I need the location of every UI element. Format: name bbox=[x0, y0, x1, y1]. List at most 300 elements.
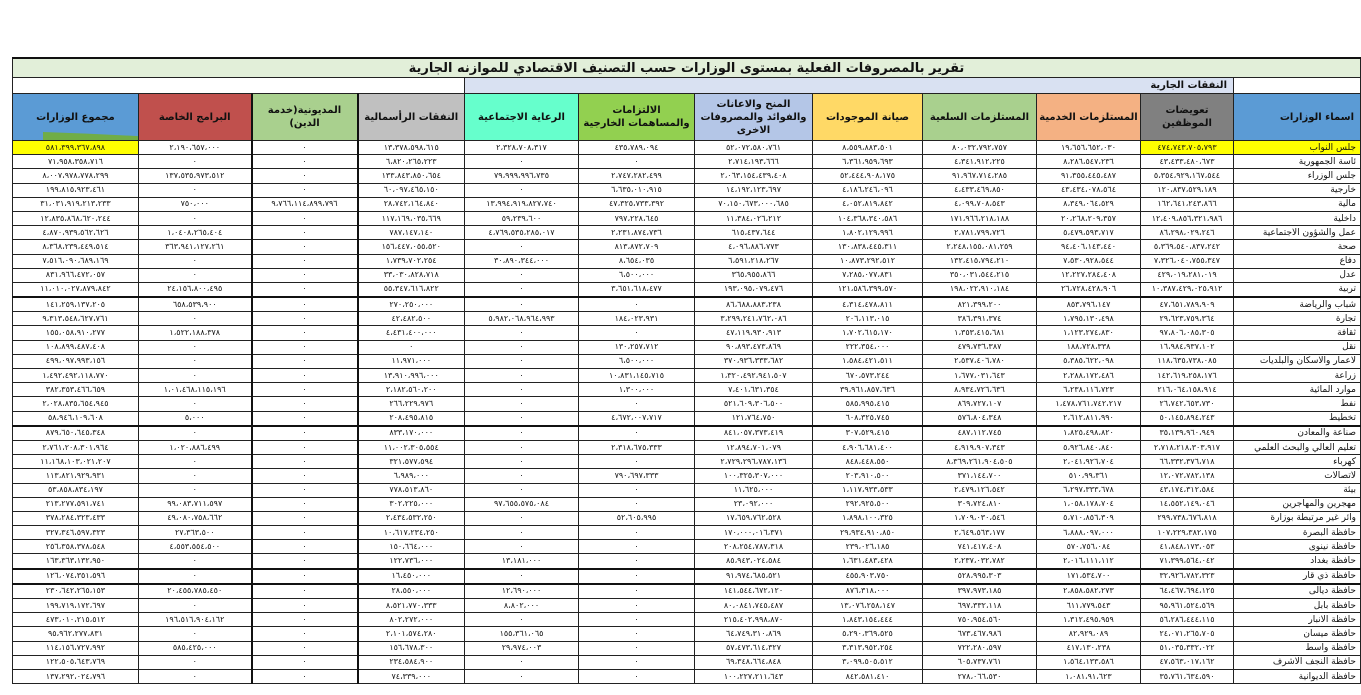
debt-service-cell[interactable]: ٠ bbox=[252, 426, 358, 441]
grants-subsidies-cell[interactable]: ٨٠،٠٨٤١،٧٤٥،٤٨٧ bbox=[695, 599, 813, 613]
debt-service-cell[interactable]: ٠ bbox=[252, 397, 358, 411]
ministries-total-cell[interactable]: ١٩٩،٨١٥،٩٢٣،٤٦١ bbox=[12, 183, 138, 197]
capital-expenditure-cell[interactable]: ٢،٤٣٤،٥٣٢،٢٥٠ bbox=[358, 511, 465, 525]
ministry-name-cell[interactable]: حافظة ذي قار bbox=[1234, 569, 1361, 584]
ministries-total-cell[interactable]: ٢٥٦،٣٥٨،٣٧٨،٥٤٨ bbox=[12, 540, 138, 554]
service-supplies-cell[interactable]: ١،٣١٢،٤٩٥،٩٥٩ bbox=[1037, 613, 1141, 627]
grants-subsidies-cell[interactable]: ٢٠٨،٢٥٤،٧٨٧،٣١٨ bbox=[695, 540, 813, 554]
asset-maintenance-cell[interactable]: ٥،٢٩٠،٣٦٩،٥٢٥ bbox=[813, 627, 923, 641]
grants-subsidies-cell[interactable]: ٣،٢٩٩،٢٤١،٧٦٢،٠٨٦ bbox=[695, 312, 813, 326]
ministries-total-cell[interactable]: ٤٩٩،٠٩٧،٩٩٣،١٥٦ bbox=[12, 354, 138, 368]
asset-maintenance-cell[interactable]: ٢٠٣،٩١٠،٥٠٠ bbox=[813, 469, 923, 483]
employee-compensation-cell[interactable]: ١١٨،٦٣٥،٧٣٨،٠٨٥ bbox=[1141, 354, 1234, 368]
special-programs-cell[interactable]: ٠ bbox=[139, 183, 252, 197]
service-supplies-cell[interactable]: ١،١٢٣،٢٧٤،٨٣٠ bbox=[1037, 326, 1141, 340]
ministries-total-cell[interactable]: ٢٣٠،٦٤٢،٢٦٥،١٥٣ bbox=[12, 584, 138, 599]
ministry-name-cell[interactable]: بيئة bbox=[1234, 483, 1361, 497]
debt-service-cell[interactable]: ٠ bbox=[252, 211, 358, 225]
ministries-total-cell[interactable]: ٤٧٣،٠١٠،٢١٥،٥١٢ bbox=[12, 613, 138, 627]
ministry-name-cell[interactable]: حافظة ديالى bbox=[1234, 584, 1361, 599]
capital-expenditure-cell[interactable]: ٣٠٢،٢٢٥،٠٠٠ bbox=[358, 497, 465, 511]
asset-maintenance-cell[interactable]: ٤،٠٥٢،٨١٩،٨٤٢ bbox=[813, 197, 923, 211]
service-supplies-cell[interactable]: ١،٠٥٨،١٧٨،٧٠٤ bbox=[1037, 497, 1141, 511]
debt-service-cell[interactable]: ٠ bbox=[252, 526, 358, 540]
special-programs-cell[interactable]: ٠ bbox=[139, 627, 252, 641]
ministries-total-cell[interactable]: ٩،٣١٣،٥٤٨،٦٢٧،٧٦١ bbox=[12, 312, 138, 326]
social-welfare-cell[interactable]: ٠ bbox=[465, 655, 579, 669]
asset-maintenance-cell[interactable]: ٦٠٨،٣٢٥،٧٤٥ bbox=[813, 411, 923, 426]
goods-supplies-cell[interactable]: ٤،٤٣٣،٤٦٩،٨٥٠ bbox=[923, 183, 1037, 197]
capital-expenditure-cell[interactable]: ٨٣٣،١٧٠،٠٠٠ bbox=[358, 426, 465, 441]
capital-expenditure-cell[interactable]: ٢،١٨٢،٥٦٠،٢٠٠ bbox=[358, 383, 465, 397]
special-programs-cell[interactable]: ٠ bbox=[139, 369, 252, 383]
debt-service-cell[interactable]: ٠ bbox=[252, 497, 358, 511]
grants-subsidies-cell[interactable]: ١،٣٢٠،٤٩٢،٩٤١،٥٠٧ bbox=[695, 369, 813, 383]
social-welfare-cell[interactable]: ٠ bbox=[465, 540, 579, 554]
asset-maintenance-cell[interactable]: ٢٢٢،٣٥٤،٠٠٠ bbox=[813, 340, 923, 354]
debt-service-cell[interactable]: ٠ bbox=[252, 641, 358, 655]
external-obligations-cell[interactable]: ٠ bbox=[579, 497, 695, 511]
special-programs-cell[interactable]: ٠ bbox=[139, 554, 252, 569]
service-supplies-cell[interactable]: ٦١١،٧٧٩،٥٤٣ bbox=[1037, 599, 1141, 613]
social-welfare-cell[interactable]: ١٥٥،٣٦١،٠٦٥ bbox=[465, 627, 579, 641]
employee-compensation-cell[interactable]: ٢٩٩،٧٣٨،٦٧٦،٨١٨ bbox=[1141, 511, 1234, 525]
debt-service-cell[interactable]: ٠ bbox=[252, 569, 358, 584]
special-programs-cell[interactable]: ٠ bbox=[139, 483, 252, 497]
ministries-total-cell[interactable]: ١٦٣،٣٦٣،١٣٢،٩٥٠ bbox=[12, 554, 138, 569]
debt-service-cell[interactable]: ٠ bbox=[252, 613, 358, 627]
social-welfare-cell[interactable]: ٠ bbox=[465, 268, 579, 282]
debt-service-cell[interactable]: ٠ bbox=[252, 511, 358, 525]
external-obligations-cell[interactable]: ٨،٦٥٤،٠٣٥ bbox=[579, 254, 695, 268]
debt-service-cell[interactable]: ٠ bbox=[252, 455, 358, 469]
external-obligations-cell[interactable]: ٠ bbox=[579, 655, 695, 669]
goods-supplies-cell[interactable]: ٢،٧٨١،٧٩٩،٧٢٦ bbox=[923, 226, 1037, 240]
ministries-total-cell[interactable]: ١٢٢،٥٠٥،٦٤٣،٧٦٩ bbox=[12, 655, 138, 669]
social-welfare-cell[interactable]: ٠ bbox=[465, 397, 579, 411]
capital-expenditure-cell[interactable]: ١٥٦،٤٤٧،٠٥٥،٥٢٠ bbox=[358, 240, 465, 254]
social-welfare-cell[interactable]: ٨،٨٠٢،٠٠٠ bbox=[465, 599, 579, 613]
goods-supplies-cell[interactable]: ٥٧٦،٨٠٤،٣٤٨ bbox=[923, 411, 1037, 426]
social-welfare-cell[interactable]: ٠ bbox=[465, 155, 579, 169]
external-obligations-cell[interactable]: ٠ bbox=[579, 584, 695, 599]
service-supplies-cell[interactable]: ١،٥٦٤،١٣٣،٥٨٦ bbox=[1037, 655, 1141, 669]
capital-expenditure-cell[interactable]: ١،٧٣٩،٧٠٢،٢٥٤ bbox=[358, 254, 465, 268]
grants-subsidies-cell[interactable]: ٥٢١،٦٠٩،٣٠٦،٥٠٠ bbox=[695, 397, 813, 411]
service-supplies-cell[interactable]: ٥،٣٨٥،٦٢٢،٠٩٨ bbox=[1037, 354, 1141, 368]
goods-supplies-cell[interactable]: ٢،٢٣٧،٠٣٢،٧٨٢ bbox=[923, 554, 1037, 569]
goods-supplies-cell[interactable]: ٤٨٧،١١٢،٧٤٥ bbox=[923, 426, 1037, 441]
goods-supplies-cell[interactable]: ٤،٩١٩،٩٠٧،٣٤٣ bbox=[923, 440, 1037, 454]
service-supplies-cell[interactable]: ٦،٢٣٨،١١٦،٧٢٣ bbox=[1037, 383, 1141, 397]
ministry-name-cell[interactable]: جلس الوزراء bbox=[1234, 169, 1361, 183]
asset-maintenance-cell[interactable]: ٣،٣١٣،٩٥٢،٢٥٤ bbox=[813, 641, 923, 655]
ministry-name-cell[interactable]: عمل والشؤون الاجتماعية bbox=[1234, 226, 1361, 240]
external-obligations-cell[interactable]: ٠ bbox=[579, 599, 695, 613]
ministry-name-cell[interactable]: زراعة bbox=[1234, 369, 1361, 383]
employee-compensation-cell[interactable]: ٥٦،٢٨٦،٤٤٤،١١٥ bbox=[1141, 613, 1234, 627]
external-obligations-cell[interactable]: ٢،٣١٨،٦٧٥،٣٣٣ bbox=[579, 440, 695, 454]
special-programs-cell[interactable]: ٢٠،٤٥٥،٧٨٥،٤٥٠ bbox=[139, 584, 252, 599]
external-obligations-cell[interactable]: ٤،٦٧٢،٠٠٧،٧١٧ bbox=[579, 411, 695, 426]
social-welfare-cell[interactable]: ٥٩،٢٣٩،٦٠٠ bbox=[465, 211, 579, 225]
service-supplies-cell[interactable]: ٨،٢٨٦،٥٤٧،٢٣٦ bbox=[1037, 155, 1141, 169]
ministry-name-cell[interactable]: لاتصالات bbox=[1234, 469, 1361, 483]
employee-compensation-cell[interactable]: ٤٧٤،٧٤٣،٧٠٥،٧٩٣ bbox=[1141, 141, 1234, 155]
special-programs-cell[interactable]: ٧٥٠،٠٠٠ bbox=[139, 197, 252, 211]
goods-supplies-cell[interactable]: ٢٧٨،٠٦٦،٥٣٠ bbox=[923, 669, 1037, 683]
external-obligations-cell[interactable]: ٧٩٠،٦٩٧،٣٣٣ bbox=[579, 469, 695, 483]
goods-supplies-cell[interactable]: ٤٧٩،٧٣٦،٣٨٧ bbox=[923, 340, 1037, 354]
ministry-name-cell[interactable]: نقل bbox=[1234, 340, 1361, 354]
service-supplies-cell[interactable]: ١٧١،٥٣٤،٧٠٠ bbox=[1037, 569, 1141, 584]
goods-supplies-cell[interactable]: ١،٦٧٧،٠٣١،٦٤٣ bbox=[923, 369, 1037, 383]
service-supplies-cell[interactable]: ٢٠،٢٦٨،٢٠٩،٣٥٧ bbox=[1037, 211, 1141, 225]
external-obligations-cell[interactable]: ١،٣٠٠،٠٠٠ bbox=[579, 383, 695, 397]
debt-service-cell[interactable]: ٠ bbox=[252, 440, 358, 454]
external-obligations-cell[interactable]: ٠ bbox=[579, 297, 695, 312]
external-obligations-cell[interactable]: ٠ bbox=[579, 540, 695, 554]
grants-subsidies-cell[interactable]: ٨٦،٦٨٨،٨٨٣،٢٣٨ bbox=[695, 297, 813, 312]
ministry-name-cell[interactable]: حافظة الديوانية bbox=[1234, 669, 1361, 683]
ministry-name-cell[interactable]: تربية bbox=[1234, 282, 1361, 297]
social-welfare-cell[interactable]: ١٣،١٨١،٠٠٠ bbox=[465, 554, 579, 569]
ministries-total-cell[interactable]: ٥٣،٨٥٨،٨٣٤،١٩٧ bbox=[12, 483, 138, 497]
capital-expenditure-cell[interactable]: ١٣٣،٨٤٣،٨٥٠،٦٥٤ bbox=[358, 169, 465, 183]
asset-maintenance-cell[interactable]: ١،٥٨٤،٤٢١،٥١١ bbox=[813, 354, 923, 368]
debt-service-cell[interactable]: ٠ bbox=[252, 155, 358, 169]
grants-subsidies-cell[interactable]: ٨٥،٩٤٣،٠٢٤،٥٨٤ bbox=[695, 554, 813, 569]
ministries-total-cell[interactable]: ١١٣،٨٢١،٩٢٩،٩٣١ bbox=[12, 469, 138, 483]
goods-supplies-cell[interactable]: ٥٢٨،٩٩٥،٣٠٣ bbox=[923, 569, 1037, 584]
grants-subsidies-cell[interactable]: ٢،٠٦٣،١٥٤،٤٣٩،٤٠٨ bbox=[695, 169, 813, 183]
service-supplies-cell[interactable]: ٩٤،٤٠٦،١٤٣،٤٤٠ bbox=[1037, 240, 1141, 254]
ministries-total-cell[interactable]: ٩٥،٩٦٢،٢٧٧،٨٣١ bbox=[12, 627, 138, 641]
social-welfare-cell[interactable]: ٠ bbox=[465, 511, 579, 525]
col-header-goods-supplies[interactable]: المستلزمات السلعية bbox=[923, 94, 1037, 141]
employee-compensation-cell[interactable]: ١٤،٥٥٢،١٤٩،٠٤٦ bbox=[1141, 497, 1234, 511]
special-programs-cell[interactable]: ٠ bbox=[139, 569, 252, 584]
ministry-name-cell[interactable]: حافظة واسط bbox=[1234, 641, 1361, 655]
grants-subsidies-cell[interactable]: ١٠٠،٢٢٧،٢١١،٦٤٣ bbox=[695, 669, 813, 683]
capital-expenditure-cell[interactable]: ١١٧،١٦٩،٠٣٥،٦٦٩ bbox=[358, 211, 465, 225]
capital-expenditure-cell[interactable]: ٦،٩٨٩،٠٠٠ bbox=[358, 469, 465, 483]
goods-supplies-cell[interactable]: ٨٢١،٣٩٩،٢٠٠ bbox=[923, 297, 1037, 312]
ministry-name-cell[interactable]: حافظة بابل bbox=[1234, 599, 1361, 613]
asset-maintenance-cell[interactable]: ١٣،٠٧٦،٢٥٨،١٤٧ bbox=[813, 599, 923, 613]
asset-maintenance-cell[interactable]: ٢٩،٩٣٤،٩١٠،٨٥٠ bbox=[813, 526, 923, 540]
col-header-asset-maintenance[interactable]: صيانة الموجودات bbox=[813, 94, 923, 141]
ministry-name-cell[interactable]: دفاع bbox=[1234, 254, 1361, 268]
special-programs-cell[interactable]: ٠ bbox=[139, 268, 252, 282]
external-obligations-cell[interactable]: ٠ bbox=[579, 397, 695, 411]
employee-compensation-cell[interactable]: ٤٢٩،٠١٩،٢٨١،٠١٩ bbox=[1141, 268, 1234, 282]
col-header-service-supplies[interactable]: المستلزمات الخدمية bbox=[1037, 94, 1141, 141]
ministries-total-cell[interactable]: ١١٤،١٥٦،٧٢٧،٩٩٢ bbox=[12, 641, 138, 655]
social-welfare-cell[interactable]: ٣٠،٨٩٠،٣٤٤،٠٠٠ bbox=[465, 254, 579, 268]
capital-expenditure-cell[interactable]: ٧٤،٣٣٩،٠٠٠ bbox=[358, 669, 465, 683]
employee-compensation-cell[interactable]: ٥،٣٥٤،٩٢٩،١٦٧،٥٤٤ bbox=[1141, 169, 1234, 183]
special-programs-cell[interactable]: ٩٩،٠٨٣،٧١١،٥٩٧ bbox=[139, 497, 252, 511]
col-header-social-welfare[interactable]: الرعاية الاجتماعية bbox=[465, 94, 579, 141]
grants-subsidies-cell[interactable]: ١١،٣٨٤،٠٢٦،٢١٢ bbox=[695, 211, 813, 225]
employee-compensation-cell[interactable]: ٩٥،٩٦١،٥٢٤،٥٦٩ bbox=[1141, 599, 1234, 613]
ministry-name-cell[interactable]: صحة bbox=[1234, 240, 1361, 254]
ministry-name-cell[interactable]: كهرباء bbox=[1234, 455, 1361, 469]
capital-expenditure-cell[interactable]: ٤٢،٤٨٢،٥٠٠ bbox=[358, 312, 465, 326]
asset-maintenance-cell[interactable]: ٢٠٦،١١٣،٠١٥ bbox=[813, 312, 923, 326]
service-supplies-cell[interactable]: ٢٦،٧٢٨،٤٢٨،٩٠٦ bbox=[1037, 282, 1141, 297]
debt-service-cell[interactable]: ٠ bbox=[252, 312, 358, 326]
special-programs-cell[interactable]: ٤٩،٠٨٠،٧٥٨،٦٦٢ bbox=[139, 511, 252, 525]
goods-supplies-cell[interactable]: ٦٠٥،٧٣٧،٧٦١ bbox=[923, 655, 1037, 669]
grants-subsidies-cell[interactable]: ٢،٧١٤،١٩٣،٦٦٦ bbox=[695, 155, 813, 169]
employee-compensation-cell[interactable]: ٣٥،٧٦١،٦٣٤،٥٩٠ bbox=[1141, 669, 1234, 683]
capital-expenditure-cell[interactable]: ٢٨،٥٥٠،٠٠٠ bbox=[358, 584, 465, 599]
special-programs-cell[interactable]: ١،٠٢٠،٨٨٦،٤٩٩ bbox=[139, 440, 252, 454]
capital-expenditure-cell[interactable]: ٣٣،٠٣٠،٨٢٨،٧١٨ bbox=[358, 268, 465, 282]
goods-supplies-cell[interactable]: ٣٠٩،٧٢٤،٨١٠ bbox=[923, 497, 1037, 511]
ministries-total-cell[interactable]: ١٥٥،٠٥٨،٩١٠،٢٧٧ bbox=[12, 326, 138, 340]
employee-compensation-cell[interactable]: ١٦٢،٦٤١،٢٤٣،٨٦٦ bbox=[1141, 197, 1234, 211]
grants-subsidies-cell[interactable]: ٦٤،٧٤٩،٣١٠،٨٦٩ bbox=[695, 627, 813, 641]
special-programs-cell[interactable]: ٠ bbox=[139, 426, 252, 441]
external-obligations-cell[interactable]: ٢،٧٤٧،٢٨٢،٤٩٩ bbox=[579, 169, 695, 183]
ministry-name-cell[interactable]: حافظة نينوى bbox=[1234, 540, 1361, 554]
debt-service-cell[interactable]: ٠ bbox=[252, 669, 358, 683]
employee-compensation-cell[interactable]: ١٠٧،٢٢٩،٣٨٢،١٧٥ bbox=[1141, 526, 1234, 540]
col-header-debt-service[interactable]: المديونية(خدمة الدين) bbox=[252, 94, 358, 141]
ministry-name-cell[interactable]: مهجرين والمهاجرين bbox=[1234, 497, 1361, 511]
special-programs-cell[interactable]: ٥،٠٠٠ bbox=[139, 411, 252, 426]
ministries-total-cell[interactable]: ١٣٧،٢٩٢،٠٢٤،٧٩٦ bbox=[12, 669, 138, 683]
external-obligations-cell[interactable]: ١٠،٨٣١،١٤٥،٧١٥ bbox=[579, 369, 695, 383]
employee-compensation-cell[interactable]: ١٦،٩٨٤،٩٣٧،١٠٢ bbox=[1141, 340, 1234, 354]
employee-compensation-cell[interactable]: ٩٧،٨٠٦،٠٨٥،٣٠٥ bbox=[1141, 326, 1234, 340]
ministries-total-cell[interactable]: ٨٧٩،٦٥٠،٦٤٥،٣٤٨ bbox=[12, 426, 138, 441]
goods-supplies-cell[interactable]: ٢،٢٤٨،١٥٥،٠٨١،٢٥٩ bbox=[923, 240, 1037, 254]
employee-compensation-cell[interactable]: ١٤٢،٦١٩،٢٥٨،١٧٦ bbox=[1141, 369, 1234, 383]
employee-compensation-cell[interactable]: ٤٧،٦٥١،٧٨٩،٩٠٩ bbox=[1141, 297, 1234, 312]
capital-expenditure-cell[interactable]: ٣٢١،٥٧٧،٥٩٤ bbox=[358, 455, 465, 469]
social-welfare-cell[interactable]: ٩٧،٦٥٥،٥٧٥،٠٨٤ bbox=[465, 497, 579, 511]
employee-compensation-cell[interactable]: ١٢،٠٧٢،٧٨٢،١٣٨ bbox=[1141, 469, 1234, 483]
capital-expenditure-cell[interactable]: ٨٠٢،٢٧٢،٠٠٠ bbox=[358, 613, 465, 627]
social-welfare-cell[interactable]: ٠ bbox=[465, 526, 579, 540]
ministry-name-cell[interactable]: صناعة والمعادن bbox=[1234, 426, 1361, 441]
asset-maintenance-cell[interactable]: ٦،٣٦١،٩٥٩،٦٩٣ bbox=[813, 155, 923, 169]
grants-subsidies-cell[interactable]: ٣٧٠،٩٣٦،٣٣٣،٦٨٢ bbox=[695, 354, 813, 368]
capital-expenditure-cell[interactable]: ١٥٦،٦٧٨،٣٠٠ bbox=[358, 641, 465, 655]
external-obligations-cell[interactable]: ٠ bbox=[579, 569, 695, 584]
goods-supplies-cell[interactable]: ٨،٩٣٤،٧٢٦،٦٣٦ bbox=[923, 383, 1037, 397]
ministry-name-cell[interactable]: ثقافة bbox=[1234, 326, 1361, 340]
capital-expenditure-cell[interactable]: ١٣،٩١٠،٩٩٦،٠٠٠ bbox=[358, 369, 465, 383]
employee-compensation-cell[interactable]: ٢،٧١٨،٢١٨،٣٠٣،٩١٧ bbox=[1141, 440, 1234, 454]
debt-service-cell[interactable]: ٠ bbox=[252, 297, 358, 312]
ministry-name-cell[interactable]: جلس النواب bbox=[1234, 141, 1361, 155]
asset-maintenance-cell[interactable]: ١،٨٠٢،١٢٩،٩٩٦ bbox=[813, 226, 923, 240]
special-programs-cell[interactable]: ٣٦٣،٩٤١،١٢٧،٢٦١ bbox=[139, 240, 252, 254]
external-obligations-cell[interactable]: ٠ bbox=[579, 641, 695, 655]
goods-supplies-cell[interactable]: ٨،٣٦٩،٢٦١،٩٠٤،٥٠٥ bbox=[923, 455, 1037, 469]
service-supplies-cell[interactable]: ٢،٢٨٨،١٧٢،٤٨٦ bbox=[1037, 369, 1141, 383]
external-obligations-cell[interactable]: ٤٧،٣٢٥،٧٣٣،٣٩٢ bbox=[579, 197, 695, 211]
goods-supplies-cell[interactable]: ٨٦٩،٧٢٧،١٠٧ bbox=[923, 397, 1037, 411]
goods-supplies-cell[interactable]: ١٧١،٩٦٦،٢١٨،١٨٨ bbox=[923, 211, 1037, 225]
asset-maintenance-cell[interactable]: ٨٧٦،٣١٨،٠٠٠ bbox=[813, 584, 923, 599]
social-welfare-cell[interactable]: ٠ bbox=[465, 354, 579, 368]
goods-supplies-cell[interactable]: ٧٥٠،٩٥٤،٥٦٠ bbox=[923, 613, 1037, 627]
grants-subsidies-cell[interactable]: ١٩٣،٠٩٥،٠٧٩،٤٧٦ bbox=[695, 282, 813, 297]
asset-maintenance-cell[interactable]: ١،٦٣١،٤٨٣،٤٢٨ bbox=[813, 554, 923, 569]
grants-subsidies-cell[interactable]: ٤٧،١١٩،٩٣٠،٩١٣ bbox=[695, 326, 813, 340]
ministry-name-cell[interactable]: حافظة البصرة bbox=[1234, 526, 1361, 540]
service-supplies-cell[interactable]: ٥١٠،٩٩،٣٦١ bbox=[1037, 469, 1141, 483]
ministry-name-cell[interactable]: داخلية bbox=[1234, 211, 1361, 225]
ministries-total-cell[interactable]: ١٤١،٢٥٩،١٣٧،٢٠٥ bbox=[12, 297, 138, 312]
social-welfare-cell[interactable]: ٠ bbox=[465, 469, 579, 483]
special-programs-cell[interactable]: ١،٥٢٢،١٨٨،٣٧٨ bbox=[139, 326, 252, 340]
asset-maintenance-cell[interactable]: ٧،٢٨٥،٠٧٧،٨٣١ bbox=[813, 268, 923, 282]
goods-supplies-cell[interactable]: ٢،٤٧٩،١٢٦،٥٤٢ bbox=[923, 483, 1037, 497]
social-welfare-cell[interactable]: ٠ bbox=[465, 569, 579, 584]
social-welfare-cell[interactable]: ٠ bbox=[465, 282, 579, 297]
debt-service-cell[interactable]: ٠ bbox=[252, 240, 358, 254]
capital-expenditure-cell[interactable]: ٥٥،٣٤٧،٦١٦،٨٢٢ bbox=[358, 282, 465, 297]
ministry-name-cell[interactable]: نفط bbox=[1234, 397, 1361, 411]
debt-service-cell[interactable]: ٠ bbox=[252, 469, 358, 483]
ministry-name-cell[interactable]: وائر غير مرتبطة بوزارة bbox=[1234, 511, 1361, 525]
employee-compensation-cell[interactable]: ٥٠،١٤٥،٨٩٤،٢٤٣ bbox=[1141, 411, 1234, 426]
special-programs-cell[interactable]: ٦٥٨،٥٣٩،٩٠٠ bbox=[139, 297, 252, 312]
asset-maintenance-cell[interactable]: ١،٧٠٢،٦١٥،١٧٠ bbox=[813, 326, 923, 340]
grants-subsidies-cell[interactable]: ٢٣،٠٩٢،٠٠٠ bbox=[695, 497, 813, 511]
grants-subsidies-cell[interactable]: ٥٧،٤٧٣،٦١٤،٣٢٧ bbox=[695, 641, 813, 655]
ministry-name-cell[interactable]: خارجية bbox=[1234, 183, 1361, 197]
debt-service-cell[interactable]: ٩،٧٦٦،١١٤،٨٩٩،٧٩٦ bbox=[252, 197, 358, 211]
special-programs-cell[interactable]: ٠ bbox=[139, 312, 252, 326]
external-obligations-cell[interactable]: ٠ bbox=[579, 613, 695, 627]
social-welfare-cell[interactable]: ٠ bbox=[465, 440, 579, 454]
employee-compensation-cell[interactable]: ٥،٣٦٩،٥٤٠،٨٣٧،٢٤٢ bbox=[1141, 240, 1234, 254]
goods-supplies-cell[interactable]: ٣٩٧،٩٧٣،١٨٥ bbox=[923, 584, 1037, 599]
grants-subsidies-cell[interactable]: ٦،٥٩١،٢١٨،٢٦٧ bbox=[695, 254, 813, 268]
external-obligations-cell[interactable]: ٠ bbox=[579, 426, 695, 441]
service-supplies-cell[interactable]: ٨٥٣،٧٩٦،١٤٧ bbox=[1037, 297, 1141, 312]
external-obligations-cell[interactable]: ٠ bbox=[579, 627, 695, 641]
capital-expenditure-cell[interactable]: ٢٦٦،٢٢٩،٩٧٦ bbox=[358, 397, 465, 411]
capital-expenditure-cell[interactable]: ١٥٠،٦٦٤،٠٠٠ bbox=[358, 540, 465, 554]
debt-service-cell[interactable]: ٠ bbox=[252, 584, 358, 599]
debt-service-cell[interactable]: ٠ bbox=[252, 268, 358, 282]
ministries-total-cell[interactable]: ٤،٨٧٠،٩٣٩،٥٦٢،٦٢٦ bbox=[12, 226, 138, 240]
debt-service-cell[interactable]: ٠ bbox=[252, 282, 358, 297]
social-welfare-cell[interactable]: ٢،٣٢٨،٧٠٨،٣١٧ bbox=[465, 141, 579, 155]
ministries-total-cell[interactable]: ٢١٣،٢٧٧،٥٩١،٧٤١ bbox=[12, 497, 138, 511]
capital-expenditure-cell[interactable]: ١٢٢،٧٣٦،٠٠٠ bbox=[358, 554, 465, 569]
external-obligations-cell[interactable]: ٠ bbox=[579, 526, 695, 540]
asset-maintenance-cell[interactable]: ٣،٠٩٩،٥٠٥،٥١٢ bbox=[813, 655, 923, 669]
capital-expenditure-cell[interactable]: ٢،١٠١،٥٧٤،٢٨٠ bbox=[358, 627, 465, 641]
social-welfare-cell[interactable]: ٠ bbox=[465, 411, 579, 426]
social-welfare-cell[interactable]: ٧٩،٩٩٩،٩٩٦،٧٣٥ bbox=[465, 169, 579, 183]
capital-expenditure-cell[interactable]: ١٣،٣٧٨،٥٩٨،٦١٥ bbox=[358, 141, 465, 155]
debt-service-cell[interactable]: ٠ bbox=[252, 599, 358, 613]
goods-supplies-cell[interactable]: ٢،٥٣٧،٤٠٦،٧٨٠ bbox=[923, 354, 1037, 368]
ministries-total-cell[interactable]: ١٢٦،٠٧٤،٣٥١،٥٩٦ bbox=[12, 569, 138, 584]
grants-subsidies-cell[interactable]: ١٠٠،٣٢٥،٣٠٧،٠٠٠ bbox=[695, 469, 813, 483]
external-obligations-cell[interactable]: ٠ bbox=[579, 669, 695, 683]
external-obligations-cell[interactable]: ٤٣٥،٧٨٩،٠٩٤ bbox=[579, 141, 695, 155]
special-programs-cell[interactable]: ٤،٥٥٣،٥٥٤،٥٠٠ bbox=[139, 540, 252, 554]
asset-maintenance-cell[interactable]: ٤،٣١٤،٤٧٨،٨١١ bbox=[813, 297, 923, 312]
service-supplies-cell[interactable]: ٨،٣٤٩،٠٦٤،٥٢٩ bbox=[1037, 197, 1141, 211]
special-programs-cell[interactable]: ٢،١٩٠،٦٥٧،٠٠٠ bbox=[139, 141, 252, 155]
grants-subsidies-cell[interactable]: ٣٦٥،٩٥٥،٨٦٦ bbox=[695, 268, 813, 282]
grants-subsidies-cell[interactable]: ٤،٠٩٦،٨٨٦،٧٧٣ bbox=[695, 240, 813, 254]
capital-expenditure-cell[interactable]: ٦،٨٢٠،٢٦٥،٢٢٣ bbox=[358, 155, 465, 169]
service-supplies-cell[interactable]: ٦،٨٨٨،٠٩٧،٠٠٠ bbox=[1037, 526, 1141, 540]
employee-compensation-cell[interactable]: ١٢،٤٠٩،٨٥٦،٣٢١،٩٨٦ bbox=[1141, 211, 1234, 225]
capital-expenditure-cell[interactable]: ٢٠٨،٤٩٥،٨١٥ bbox=[358, 411, 465, 426]
service-supplies-cell[interactable]: ٧،٥٣٠،٩٢٨،٥٤٤ bbox=[1037, 254, 1141, 268]
social-welfare-cell[interactable]: ٠ bbox=[465, 455, 579, 469]
asset-maintenance-cell[interactable]: ١٠،٨٧٣،٢٩٢،٥١٢ bbox=[813, 254, 923, 268]
debt-service-cell[interactable]: ٠ bbox=[252, 169, 358, 183]
special-programs-cell[interactable]: ٠ bbox=[139, 655, 252, 669]
service-supplies-cell[interactable]: ٩١،٣٥٥،٤٤٥،٤٨٧ bbox=[1037, 169, 1141, 183]
grants-subsidies-cell[interactable]: ١٢١،٧٦٤،٧٥٠ bbox=[695, 411, 813, 426]
goods-supplies-cell[interactable]: ١،٣٥٣،٤١٥،٦٨١ bbox=[923, 326, 1037, 340]
asset-maintenance-cell[interactable]: ١٢١،٥٨٦،٣٩٩،٥٧٠ bbox=[813, 282, 923, 297]
special-programs-cell[interactable]: ٠ bbox=[139, 599, 252, 613]
special-programs-cell[interactable]: ٠ bbox=[139, 254, 252, 268]
service-supplies-cell[interactable]: ١٢،٢٢٧،٢٨٤،٤٠٨ bbox=[1037, 268, 1141, 282]
special-programs-cell[interactable]: ٢٧،٣٦٣،٥٠٠ bbox=[139, 526, 252, 540]
social-welfare-cell[interactable]: ٤،٧٦٩،٥٣٥،٢٨٥،٠١٧ bbox=[465, 226, 579, 240]
ministries-total-cell[interactable]: ٢،٧٦١،٢٠٨،٣٠١،٩٦٤ bbox=[12, 440, 138, 454]
asset-maintenance-cell[interactable]: ١٣٠،٨٣٨،٤٤٥،٣١١ bbox=[813, 240, 923, 254]
service-supplies-cell[interactable]: ١،٨٢٥،٤٩٨،٨٢٠ bbox=[1037, 426, 1141, 441]
asset-maintenance-cell[interactable]: ٥٨٥،٩٩٥،٤١٥ bbox=[813, 397, 923, 411]
debt-service-cell[interactable]: ٠ bbox=[252, 183, 358, 197]
debt-service-cell[interactable]: ٠ bbox=[252, 340, 358, 354]
service-supplies-cell[interactable]: ٥،٤٧٩،٥٩٣،٧١٧ bbox=[1037, 226, 1141, 240]
grants-subsidies-cell[interactable]: ٢،٧٢٩،٢٩٦،٧٨٧،١٣٦ bbox=[695, 455, 813, 469]
debt-service-cell[interactable]: ٠ bbox=[252, 369, 358, 383]
social-welfare-cell[interactable]: ٠ bbox=[465, 426, 579, 441]
external-obligations-cell[interactable]: ٠ bbox=[579, 483, 695, 497]
ministry-name-cell[interactable]: مالية bbox=[1234, 197, 1361, 211]
debt-service-cell[interactable]: ٠ bbox=[252, 383, 358, 397]
debt-service-cell[interactable]: ٠ bbox=[252, 554, 358, 569]
col-header-special-programs[interactable]: البرامج الخاصة bbox=[139, 94, 252, 141]
ministries-total-cell[interactable]: ١١،٠١٠،٠٢٧،٨٧٩،٨٤٢ bbox=[12, 282, 138, 297]
asset-maintenance-cell[interactable]: ٣٩،٩٦١،٨٥٧،٦٣٦ bbox=[813, 383, 923, 397]
capital-expenditure-cell[interactable]: ٧٧٨،٥١٣،٨٦٠ bbox=[358, 483, 465, 497]
external-obligations-cell[interactable]: ٠ bbox=[579, 155, 695, 169]
service-supplies-cell[interactable]: ٢،٠٤١،٩٢٦،٧٠٤ bbox=[1037, 455, 1141, 469]
debt-service-cell[interactable]: ٠ bbox=[252, 483, 358, 497]
service-supplies-cell[interactable]: ٦،٢٩٧،٣٣٣،٦٧٨ bbox=[1037, 483, 1141, 497]
col-header-ministry-name[interactable]: اسماء الوزارات bbox=[1234, 94, 1361, 141]
external-obligations-cell[interactable]: ٠ bbox=[579, 326, 695, 340]
ministries-total-cell[interactable]: ٣٨٢،٣٥٣،٤٦٦،٦٥٩ bbox=[12, 383, 138, 397]
ministry-name-cell[interactable]: ئاسة الجمهورية bbox=[1234, 155, 1361, 169]
employee-compensation-cell[interactable]: ٢٩،٦٢٣،٧٥٩،٣٦٤ bbox=[1141, 312, 1234, 326]
social-welfare-cell[interactable]: ٠ bbox=[465, 383, 579, 397]
